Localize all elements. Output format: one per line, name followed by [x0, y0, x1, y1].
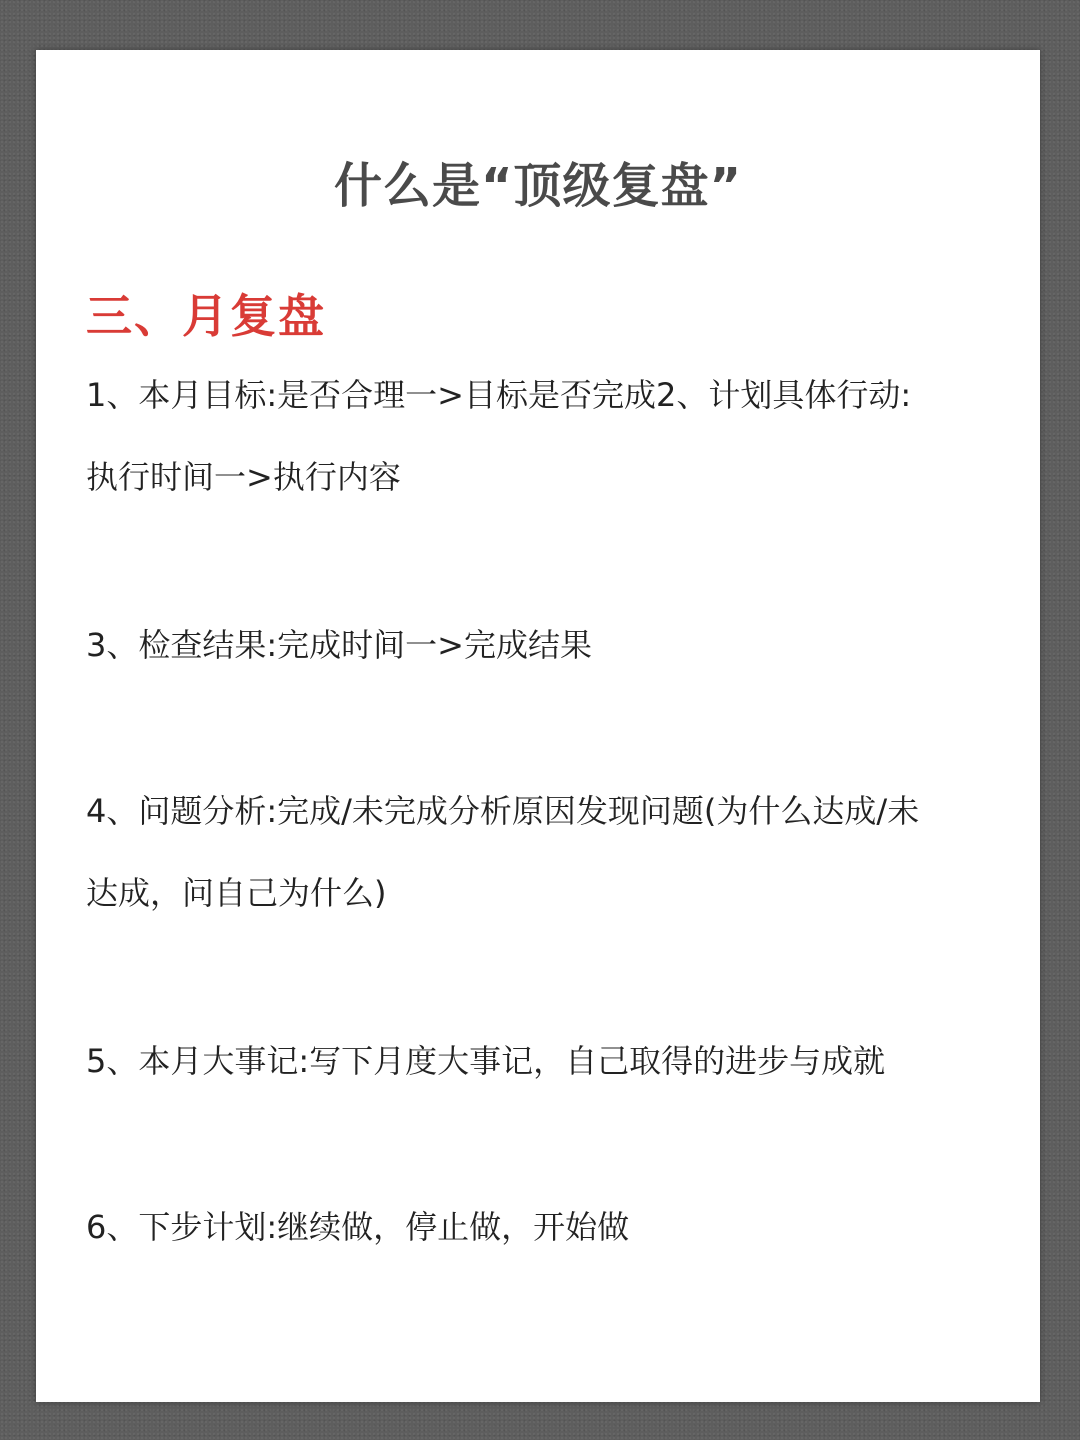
item-text-line: 3、检查结果:完成时间一>完成结果: [86, 626, 592, 664]
item-text-line: 6、下步计划:继续做，停止做，开始做: [86, 1208, 630, 1246]
list-item: [86, 604, 1006, 686]
list-item: [86, 1020, 1006, 1102]
document-card: [36, 50, 1040, 1402]
item-text-line: 4、问题分析:完成/未完成分析原因发现问题(为什么达成/未: [86, 792, 920, 830]
list-item: [86, 354, 1006, 518]
item-text-line: 1、本月目标:是否合理一>目标是否完成2、计划具体行动:: [86, 376, 912, 414]
section-heading: 三、月复盘: [86, 289, 326, 343]
item-text-line: 达成，问自己为什么): [86, 874, 387, 912]
item-text-line: 5、本月大事记:写下月度大事记，自己取得的进步与成就: [86, 1042, 886, 1080]
page-title: 什么是“顶级复盘”: [333, 158, 743, 214]
item-text-line: 执行时间一>执行内容: [86, 458, 401, 496]
list-item: [86, 770, 1006, 934]
list-item: [86, 1186, 1006, 1268]
